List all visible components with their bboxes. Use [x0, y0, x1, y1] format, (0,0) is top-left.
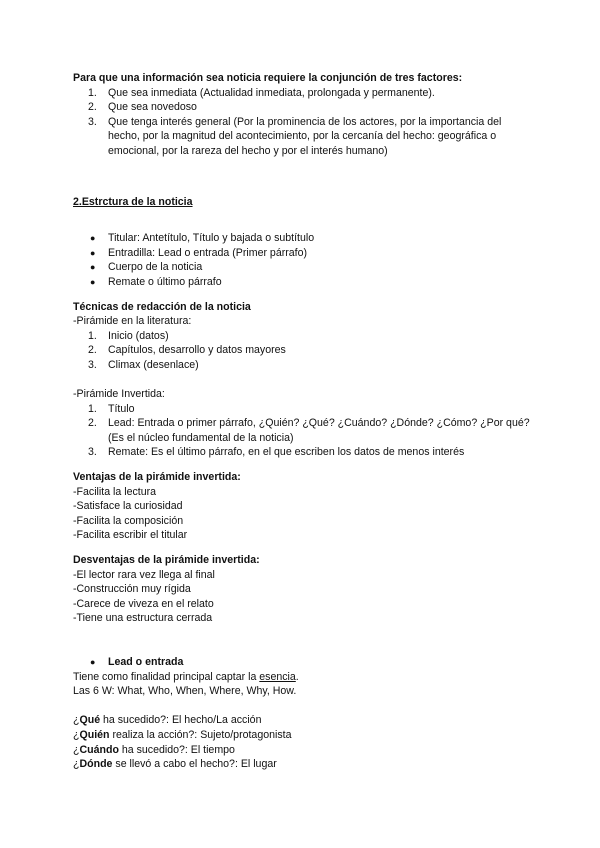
list-item: 2. Que sea novedoso: [88, 101, 197, 114]
estructura-heading: 2.Estrctura de la noticia: [73, 195, 193, 208]
ventaja-item: -Facilita la lectura: [73, 485, 157, 498]
desventaja-item: -Construcción muy rígida: [73, 583, 191, 596]
list-item: 2. Capítulos, desarrollo y datos mayores: [88, 344, 286, 357]
bullet-icon: ●: [90, 657, 96, 667]
qa-line: ¿Dónde se llevó a cabo el hecho?: El lugar: [73, 758, 277, 771]
desventaja-item: -Carece de viveza en el relato: [73, 597, 214, 610]
ventaja-item: -Facilita escribir el titular: [73, 529, 188, 542]
invertida-label: -Pirámide Invertida:: [73, 388, 165, 401]
list-item: ● Titular: Antetítulo, Título y bajada o subtítulo: [90, 232, 315, 245]
lead-line-1: Tiene como finalidad principal captar la esencia.: [73, 670, 299, 683]
document-page: [73, 71, 533, 772]
ventaja-item: -Satisface la curiosidad: [73, 500, 183, 513]
ventajas-heading: Ventajas de la pirámide invertida:: [73, 471, 241, 484]
desventaja-item: -Tiene una estructura cerrada: [73, 612, 213, 625]
bullet-icon: ●: [90, 247, 96, 258]
list-item: 1. Inicio (datos): [88, 329, 169, 342]
desventajas-heading: Desventajas de la pirámide invertida:: [73, 554, 260, 567]
list-item: 2. Lead: Entrada o primer párrafo, ¿Quién? ¿Qué? ¿Cuándo? ¿Dónde? ¿Cómo? ¿Por qué? (Es el núcleo fundamental de la noticia): [88, 417, 530, 444]
lead-line-2: Las 6 W: What, Who, When, Where, Why, How.: [73, 685, 297, 698]
ventaja-item: -Facilita la composición: [73, 514, 184, 527]
qa-line: ¿Cuándo ha sucedido?: El tiempo: [73, 743, 235, 756]
piramide-label: -Pirámide en la literatura:: [73, 315, 192, 328]
list-item: ● Remate o último párrafo: [90, 275, 222, 288]
bullet-icon: ●: [90, 262, 96, 273]
lead-heading-list: [73, 655, 533, 670]
tecnicas-heading: Técnicas de redacción de la noticia: [73, 300, 251, 313]
invertida-list: [73, 402, 533, 460]
piramide-list: [73, 329, 533, 373]
desventaja-item: -El lector rara vez llega al final: [73, 568, 215, 581]
list-item: 3. Climax (desenlace): [88, 358, 199, 371]
list-item: 1. Que sea inmediata (Actualidad inmediata, prolongada y permanente).: [88, 86, 435, 99]
esencia-link: esencia: [259, 670, 296, 683]
intro-list: [73, 86, 533, 159]
qa-line: ¿Quién realiza la acción?: Sujeto/protagonista: [73, 728, 292, 741]
lead-heading: ● Lead o entrada: [90, 656, 184, 668]
intro-heading: Para que una información sea noticia requiere la conjunción de tres factores:: [73, 72, 463, 84]
list-item: ● Cuerpo de la noticia: [90, 261, 203, 274]
qa-line: ¿Qué ha sucedido?: El hecho/La acción: [73, 714, 262, 727]
estructura-list: [73, 231, 533, 289]
bullet-icon: ●: [90, 233, 96, 244]
bullet-icon: ●: [90, 276, 96, 287]
list-item: 3. Que tenga interés general (Por la prominencia de los actores, por la importancia del hecho, por la magnitud del acontecimiento, por la cercanía del hecho: geográfica o emocional, por la rareza del hecho y por el interés humano): [88, 115, 502, 157]
list-item: 3. Remate: Es el último párrafo, en el que escriben los datos de menos interés: [88, 446, 465, 459]
list-item: 1. Título: [88, 402, 135, 415]
list-item: ● Entradilla: Lead o entrada (Primer párrafo): [90, 246, 308, 259]
